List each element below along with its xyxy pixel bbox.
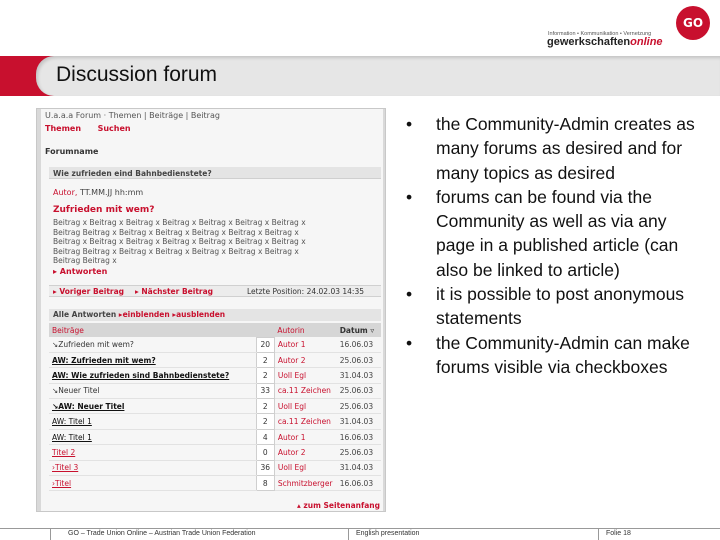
footer-page-number: Folie 18 xyxy=(606,530,631,537)
thread-date: 25.06.03 xyxy=(337,352,381,367)
forum-screenshot xyxy=(36,108,386,512)
footer-separator xyxy=(598,528,599,540)
bullet-item: • the Community-Admin can make forums visible via checkboxes xyxy=(406,331,706,380)
column-header-posts[interactable]: Beiträge xyxy=(49,323,256,337)
thread-date: 31.04.03 xyxy=(337,460,381,475)
thread-author[interactable]: Autor 1 xyxy=(274,337,336,352)
thread-author[interactable]: Uoll Egl xyxy=(274,460,336,475)
all-answers-label xyxy=(53,310,225,319)
post-body-line: Beitrag Beitrag x Beitrag x Beitrag x Beitrag x Beitrag x Beitrag x xyxy=(53,246,299,256)
thread-title[interactable]: AW: Wie zufrieden sind Bahnbedienstete? xyxy=(49,368,256,383)
expand-link[interactable]: ▸einblenden xyxy=(118,310,170,319)
reply-count: 33 xyxy=(256,383,274,398)
bullet-item: • forums can be found via the Community as well as via any page in a published article (can also be linked to article) xyxy=(406,185,706,282)
thread-title[interactable]: ↘Zufrieden mit wem? xyxy=(49,337,256,352)
post-body-line: Beitrag Beitrag x Beitrag x Beitrag x Beitrag x Beitrag x Beitrag x xyxy=(53,227,299,237)
post-body xyxy=(53,218,379,266)
thread-author[interactable]: ca.11 Zeichen xyxy=(274,383,336,398)
thread-title[interactable]: AW: Titel 1 xyxy=(49,414,256,429)
thread-title[interactable]: Titel 2 xyxy=(49,445,256,460)
bullet-item: • it is possible to post anonymous statements xyxy=(406,282,706,331)
thread-date: 25.06.03 xyxy=(337,399,381,414)
bullet-item: • the Community-Admin creates as many forums as desired and for many topics as desired xyxy=(406,112,706,185)
column-header-author[interactable]: Autorin xyxy=(274,323,336,337)
post-author[interactable]: Autor, xyxy=(53,188,80,197)
forum-tabs xyxy=(45,124,145,133)
reply-count: 2 xyxy=(256,352,274,367)
all-answers-title: Alle Antworten xyxy=(53,310,117,319)
footer-separator xyxy=(50,528,51,540)
thread-author[interactable]: Uoll Egl xyxy=(274,399,336,414)
table-row[interactable] xyxy=(49,476,381,491)
threads-table xyxy=(49,323,381,491)
back-to-top-link[interactable]: ▴ zum Seitenanfang xyxy=(297,501,381,510)
logo-word-main: gewerkschaften xyxy=(547,36,631,48)
footer-center: English presentation xyxy=(356,530,420,537)
footer-left: GO – Trade Union Online – Austrian Trade Union Federation xyxy=(68,530,256,537)
reply-count: 2 xyxy=(256,399,274,414)
footer-divider xyxy=(0,528,720,529)
threads-body xyxy=(49,337,381,491)
table-row[interactable] xyxy=(49,414,381,429)
table-row[interactable] xyxy=(49,383,381,398)
post-title: Zufrieden mit wem? xyxy=(53,205,155,215)
reply-count: 0 xyxy=(256,445,274,460)
reply-count: 4 xyxy=(256,429,274,444)
collapse-link[interactable]: ▸ausblenden xyxy=(172,310,226,319)
forum-name: Forumname xyxy=(45,147,99,156)
post-body-line: Beitrag Beitrag x xyxy=(53,256,117,265)
thread-date: 31.04.03 xyxy=(337,414,381,429)
post-body-line: Beitrag x Beitrag x Beitrag x Beitrag x Beitrag x Beitrag x Beitrag x xyxy=(53,237,306,246)
reply-count: 20 xyxy=(256,337,274,352)
thread-title[interactable]: AW: Zufrieden mit wem? xyxy=(49,352,256,367)
table-row[interactable] xyxy=(49,399,381,414)
thread-author[interactable]: Autor 2 xyxy=(274,445,336,460)
table-row[interactable] xyxy=(49,445,381,460)
table-row[interactable] xyxy=(49,368,381,383)
thread-date: 25.06.03 xyxy=(337,383,381,398)
slide-title: Discussion forum xyxy=(56,63,218,86)
breadcrumb: U.a.a.a Forum · Themen | Beiträge | Beitrag xyxy=(45,111,220,120)
logo-tagline: Information • Kommunikation • Vernetzung xyxy=(548,31,652,37)
tab-themen[interactable]: Themen xyxy=(45,124,82,133)
last-position: Letzte Position: 24.02.03 14:35 xyxy=(247,287,364,296)
reply-count: 36 xyxy=(256,460,274,475)
thread-date: 16.06.03 xyxy=(337,476,381,491)
answer-link[interactable]: ▸ Antworten xyxy=(53,267,108,276)
column-header-count xyxy=(256,323,274,337)
thread-author[interactable]: Schmitzberger xyxy=(274,476,336,491)
logo-wordmark xyxy=(547,36,663,48)
thread-title[interactable]: AW: Titel 1 xyxy=(49,429,256,444)
footer-separator xyxy=(348,528,349,540)
question-text: Wie zufrieden eind Bahnbedienstete? xyxy=(53,169,212,178)
table-row[interactable] xyxy=(49,352,381,367)
reply-count: 2 xyxy=(256,414,274,429)
thread-date: 25.06.03 xyxy=(337,445,381,460)
thread-author[interactable]: Autor 1 xyxy=(274,429,336,444)
forum-page xyxy=(41,109,383,512)
go-logo-badge: GO xyxy=(676,6,710,40)
table-row[interactable] xyxy=(49,460,381,475)
threads-header xyxy=(49,323,381,337)
thread-title[interactable]: ›Titel xyxy=(49,476,256,491)
thread-title[interactable]: ↘AW: Neuer Titel xyxy=(49,399,256,414)
post-body-line: Beitrag x Beitrag x Beitrag x Beitrag x Beitrag x Beitrag x Beitrag x xyxy=(53,218,306,227)
next-post-link[interactable]: ▸ Nächster Beitrag xyxy=(135,287,214,296)
tab-suchen[interactable]: Suchen xyxy=(97,124,131,133)
table-row[interactable] xyxy=(49,337,381,352)
thread-author[interactable]: Autor 2 xyxy=(274,352,336,367)
thread-date: 16.06.03 xyxy=(337,429,381,444)
thread-date: 31.04.03 xyxy=(337,368,381,383)
table-row[interactable] xyxy=(49,429,381,444)
logo-word-accent: online xyxy=(630,36,663,48)
thread-date: 16.06.03 xyxy=(337,337,381,352)
reply-count: 2 xyxy=(256,368,274,383)
thread-title[interactable]: ›Titel 3 xyxy=(49,460,256,475)
previous-post-link[interactable]: ▸ Voriger Beitrag xyxy=(53,287,125,296)
post-timestamp: TT.MM.JJ hh:mm xyxy=(79,188,144,197)
post-author-line xyxy=(53,188,143,197)
thread-author[interactable]: ca.11 Zeichen xyxy=(274,414,336,429)
thread-title[interactable]: ↘Neuer Titel xyxy=(49,383,256,398)
column-header-date[interactable]: Datum ▿ xyxy=(337,323,381,337)
thread-author[interactable]: Uoll Egl xyxy=(274,368,336,383)
reply-count: 8 xyxy=(256,476,274,491)
bullet-list xyxy=(406,112,706,379)
